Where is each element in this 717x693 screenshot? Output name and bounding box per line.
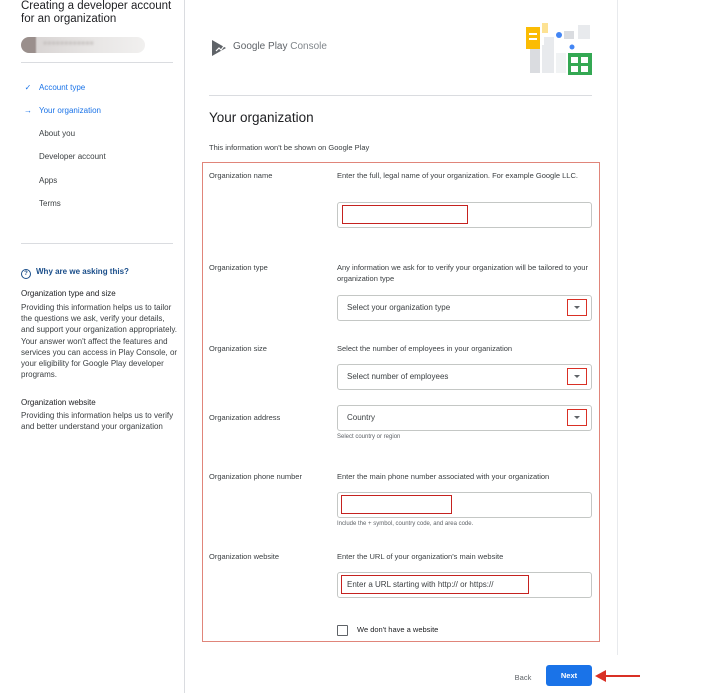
org-size-select[interactable] — [337, 364, 592, 390]
check-icon: ✓ — [24, 83, 32, 92]
help-circle-icon: ? — [21, 269, 31, 279]
arrow-right-icon: → — [24, 106, 32, 115]
info-heading-website: Organization website — [21, 398, 96, 407]
org-website-description: Enter the URL of your organization's main website — [337, 552, 504, 561]
country-select[interactable] — [337, 405, 592, 431]
org-name-description: Enter the full, legal name of your organization. For example Google LLC. — [337, 171, 578, 180]
org-type-selected: Select your organization type — [347, 303, 451, 312]
next-button[interactable]: Next — [546, 665, 592, 686]
why-heading: ? Why are we asking this? — [21, 266, 129, 279]
annotation-org-website-highlight — [341, 575, 529, 594]
org-name-label: Organization name — [209, 171, 273, 180]
step-label: Your organization — [39, 106, 101, 115]
logo-text: Google Play Console — [233, 41, 327, 52]
org-type-description: Any information we ask for to verify your organization will be tailored to your organization type — [337, 263, 588, 283]
country-selected: Country — [347, 413, 376, 422]
step-label: Account type — [39, 83, 86, 92]
org-size-description: Select the number of employees in your organization — [337, 344, 513, 353]
step-label: Terms — [39, 199, 61, 208]
info-heading-type-size: Organization type and size — [21, 289, 116, 298]
annotation-org-name-highlight — [342, 205, 468, 224]
step-label: Developer account — [39, 152, 106, 161]
org-phone-label: Organization phone number — [209, 472, 302, 481]
org-type-label: Organization type — [209, 263, 268, 272]
chevron-down-icon[interactable] — [567, 368, 587, 385]
header-illustration — [526, 23, 592, 75]
org-address-label: Organization address — [209, 413, 281, 422]
info-text-website: Providing this information helps us to verify and better understand your organization — [21, 411, 174, 432]
annotation-form-highlight — [202, 162, 600, 642]
annotation-org-phone-highlight — [341, 495, 452, 514]
sidebar-border — [184, 0, 185, 693]
step-label: Apps — [39, 176, 58, 185]
account-email-chip — [21, 37, 145, 53]
sidebar — [0, 0, 182, 693]
account-email-masked: ●●●●●●●●●●●● — [43, 40, 94, 47]
annotation-arrow-icon — [594, 668, 642, 684]
org-phone-description: Enter the main phone number associated with your organization — [337, 472, 550, 481]
no-website-checkbox[interactable] — [337, 625, 348, 636]
page-subtitle: This information won't be shown on Google Play — [209, 143, 370, 152]
content-border — [617, 0, 618, 655]
country-help-text: Select country or region — [337, 434, 401, 440]
back-button[interactable]: Back — [506, 668, 540, 686]
sidebar-title: Creating a developer account for an organization — [21, 0, 172, 25]
sidebar-divider — [21, 62, 173, 63]
header-divider — [209, 95, 592, 96]
info-text-type-size: Providing this information helps us to tailor the questions we ask, verify your details, and support your organization appropriately. Your answer won't affect the features and services you can access in Play Console, or your eligibility for Google Play developer programs. — [21, 303, 178, 380]
org-website-label: Organization website — [209, 552, 280, 561]
no-website-label: We don't have a website — [357, 625, 439, 634]
play-console-logo-icon — [211, 39, 227, 57]
page-title: Your organization — [209, 110, 314, 125]
chevron-down-icon[interactable] — [567, 409, 587, 426]
org-type-select[interactable] — [337, 295, 592, 321]
org-website-placeholder: Enter a URL starting with http:// or https:// — [347, 580, 494, 589]
org-phone-help-text: Include the + symbol, country code, and area code. — [337, 521, 474, 527]
chevron-down-icon[interactable] — [567, 299, 587, 316]
org-size-selected: Select number of employees — [347, 372, 449, 381]
step-label: About you — [39, 129, 76, 138]
sidebar-divider — [21, 243, 173, 244]
org-size-label: Organization size — [209, 344, 267, 353]
